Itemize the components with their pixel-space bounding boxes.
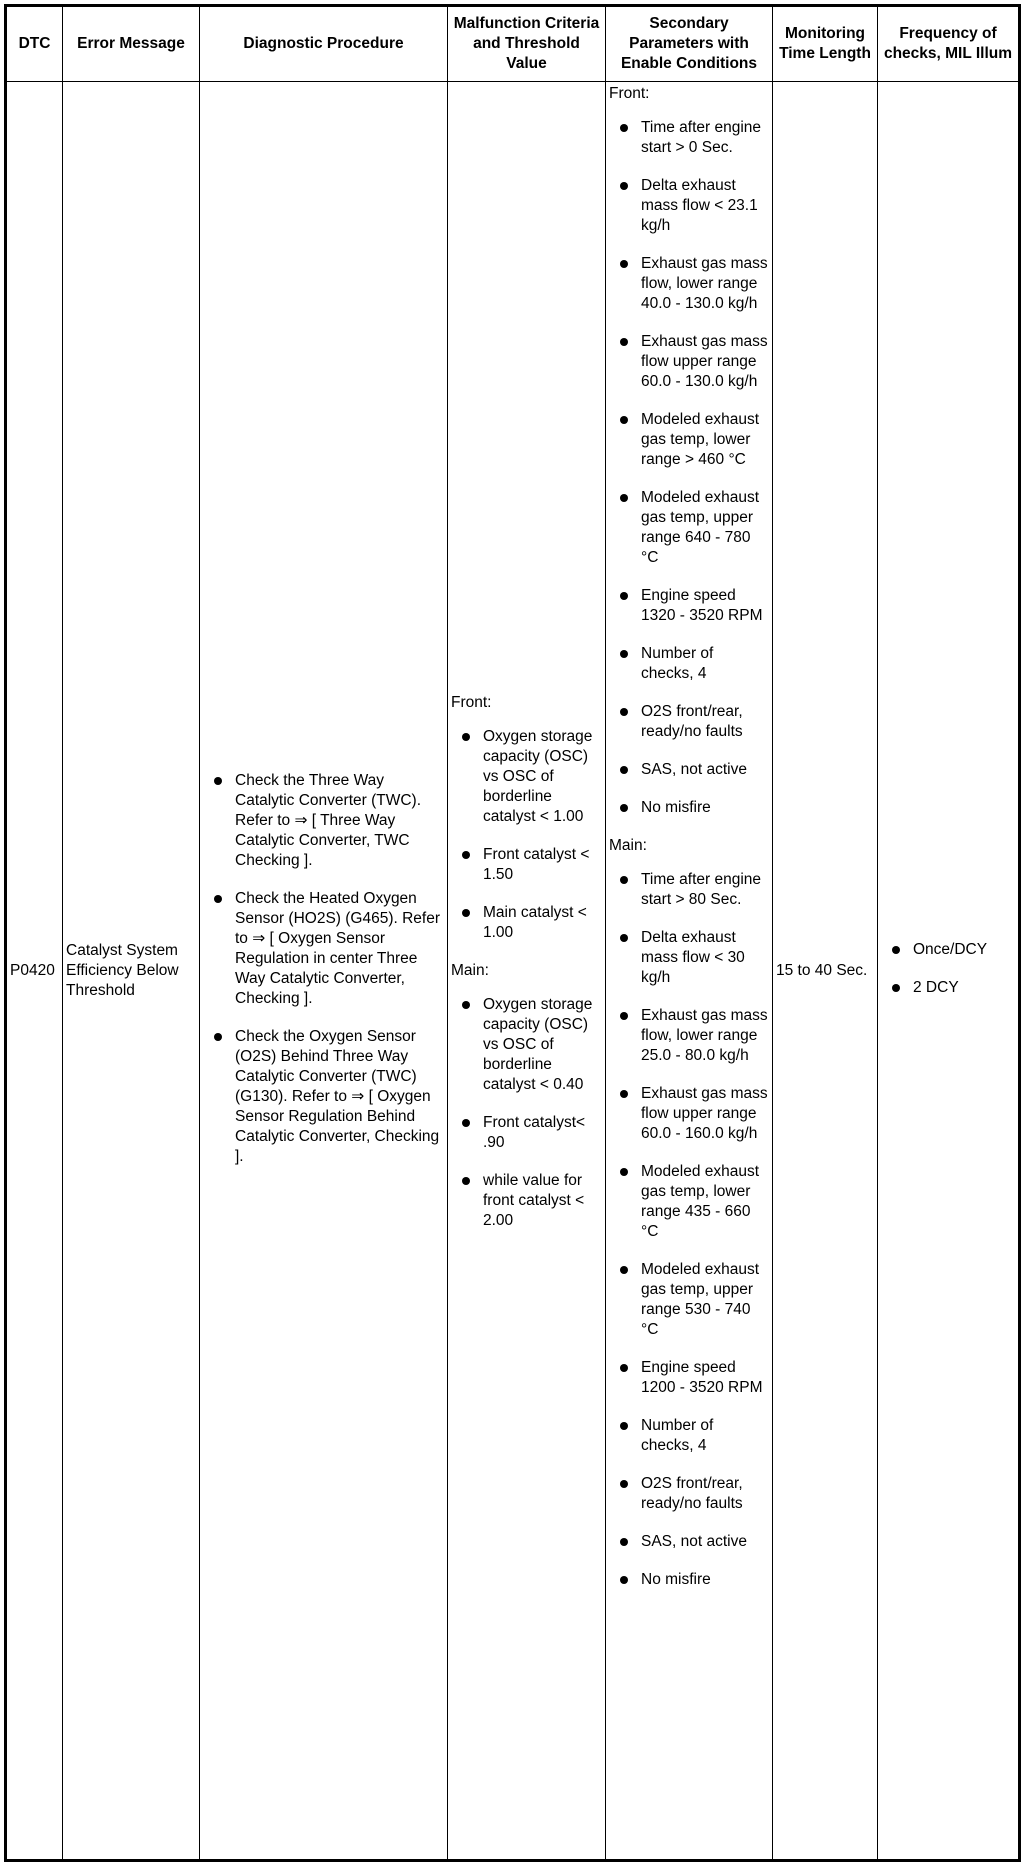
secondary-main-label: Main: — [609, 837, 647, 854]
header-monitoring-time: Monitoring Time Length — [773, 6, 878, 82]
list-item: Modeled exhaust gas temp, upper range 640 - 780 °C — [609, 488, 769, 568]
list-item: Engine speed 1200 - 3520 RPM — [609, 1358, 769, 1398]
frequency-cell — [878, 82, 1020, 1861]
list-item: Modeled exhaust gas temp, upper range 530 - 740 °C — [609, 1260, 769, 1340]
header-frequency: Frequency of checks, MIL Illum — [878, 6, 1020, 82]
list-item: Exhaust gas mass flow upper range 60.0 - 160.0 kg/h — [609, 1084, 769, 1144]
list-item: SAS, not active — [609, 760, 769, 780]
frequency-list — [881, 940, 1015, 998]
list-item: Oxygen storage capacity (OSC) vs OSC of borderline catalyst < 0.40 — [451, 995, 602, 1095]
secondary-front-list — [609, 118, 769, 818]
table-row — [6, 82, 1020, 1861]
list-item: Delta exhaust mass flow < 30 kg/h — [609, 928, 769, 988]
error-message-cell: Catalyst System Efficiency Below Threshold — [63, 82, 200, 1861]
list-item: O2S front/rear, ready/no faults — [609, 702, 769, 742]
list-item: Modeled exhaust gas temp, lower range 435 - 660 °C — [609, 1162, 769, 1242]
dtc-table — [4, 4, 1021, 1862]
list-item: SAS, not active — [609, 1532, 769, 1552]
list-item: Check the Heated Oxygen Sensor (HO2S) (G465). Refer to ⇒ [ Oxygen Sensor Regulation in center Three Way Catalytic Converter, Checking ]. — [203, 889, 444, 1009]
list-item: Time after engine start > 80 Sec. — [609, 870, 769, 910]
list-item: Number of checks, 4 — [609, 1416, 769, 1456]
list-item: No misfire — [609, 798, 769, 818]
dtc-cell: P0420 — [6, 82, 63, 1861]
secondary-front-label: Front: — [609, 85, 650, 102]
list-item: 2 DCY — [881, 978, 1015, 998]
list-item: Exhaust gas mass flow, lower range 25.0 - 80.0 kg/h — [609, 1006, 769, 1066]
list-item: Number of checks, 4 — [609, 644, 769, 684]
list-item: Check the Three Way Catalytic Converter (TWC). Refer to ⇒ [ Three Way Catalytic Converter, TWC Checking ]. — [203, 771, 444, 871]
list-item: Engine speed 1320 - 3520 RPM — [609, 586, 769, 626]
monitoring-time-cell: 15 to 40 Sec. — [773, 82, 878, 1861]
header-secondary-parameters: Secondary Parameters with Enable Conditions — [606, 6, 773, 82]
list-item: Check the Oxygen Sensor (O2S) Behind Three Way Catalytic Converter (TWC) (G130). Refer to ⇒ [ Oxygen Sensor Regulation Behind Catalytic Converter, Checking ]. — [203, 1027, 444, 1167]
list-item: Modeled exhaust gas temp, lower range > 460 °C — [609, 410, 769, 470]
header-dtc: DTC — [6, 6, 63, 82]
header-error-message: Error Message — [63, 6, 200, 82]
header-row — [6, 6, 1020, 82]
list-item: Oxygen storage capacity (OSC) vs OSC of borderline catalyst < 1.00 — [451, 727, 602, 827]
malfunction-cell — [448, 82, 606, 1861]
list-item: Exhaust gas mass flow, lower range 40.0 - 130.0 kg/h — [609, 254, 769, 314]
header-malfunction-criteria: Malfunction Criteria and Threshold Value — [448, 6, 606, 82]
list-item: No misfire — [609, 1570, 769, 1590]
list-item: Exhaust gas mass flow upper range 60.0 - 130.0 kg/h — [609, 332, 769, 392]
malfunction-main-label: Main: — [451, 961, 489, 979]
list-item: Time after engine start > 0 Sec. — [609, 118, 769, 158]
header-diagnostic-procedure: Diagnostic Procedure — [200, 6, 448, 82]
list-item: O2S front/rear, ready/no faults — [609, 1474, 769, 1514]
diagnostic-procedure-cell — [200, 82, 448, 1861]
secondary-main-list — [609, 870, 769, 1590]
procedure-list — [203, 771, 444, 1167]
malfunction-front-label: Front: — [451, 693, 492, 711]
malfunction-main-list — [451, 995, 602, 1231]
list-item: Front catalyst< .90 — [451, 1113, 602, 1153]
secondary-parameters-cell — [606, 82, 773, 1861]
list-item: Main catalyst < 1.00 — [451, 903, 602, 943]
malfunction-front-list — [451, 727, 602, 943]
list-item: Front catalyst < 1.50 — [451, 845, 602, 885]
list-item: Once/DCY — [881, 940, 1015, 960]
list-item: while value for front catalyst < 2.00 — [451, 1171, 602, 1231]
list-item: Delta exhaust mass flow < 23.1 kg/h — [609, 176, 769, 236]
